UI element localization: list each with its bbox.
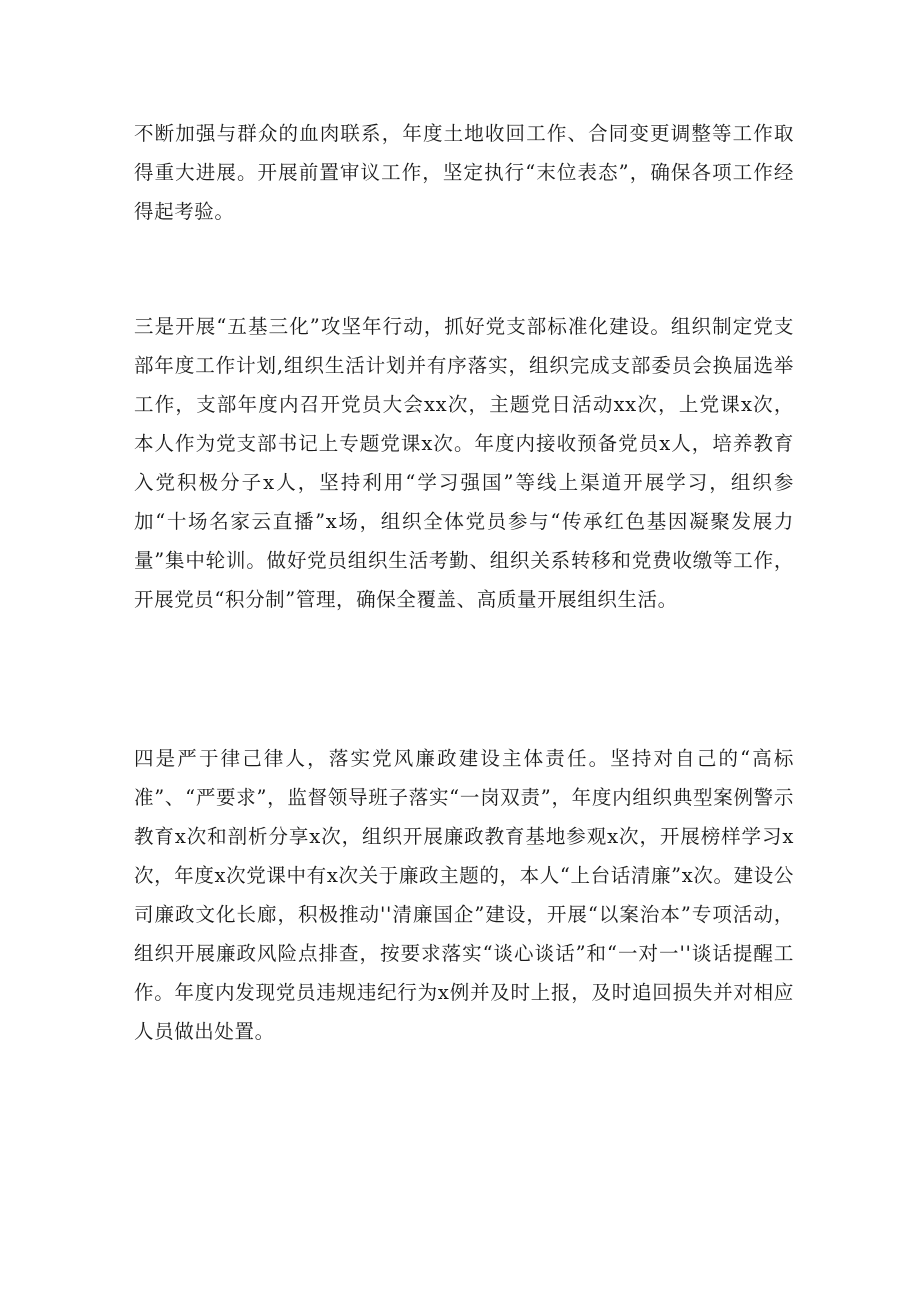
paragraph-land-and-review: 不断加强与群众的血肉联系，年度土地收回工作、合同变更调整等工作取得重大进展。开展前置审议工作，坚定执行“末位表态”，确保各项工作经得起考验。: [134, 122, 794, 223]
paragraph-party-branch-standardization: 三是开展“五基三化”攻坚年行动，抓好党支部标准化建设。组织制定党支部年度工作计划,组织生活计划并有序落实，组织完成支部委员会换届选举工作，支部年度内召开党员大会xx次，主题党日活动xx次，上党课x次，本人作为党支部书记上专题党课x次。年度内接收预备党员x人，培养教育入党积极分子x人，坚持利用“学习强国”等线上渠道开展学习，组织参加“十场名家云直播”x场，组织全体党员参与“传承红色基因凝聚发展力量”集中轮训。做好党员组织生活考勤、组织关系转移和党费收缴等工作，开展党员“积分制”管理，确保全覆盖、高质量开展组织生活。: [134, 315, 794, 611]
paragraph-integrity-responsibility: 四是严于律己律人，落实党风廉政建设主体责任。坚持对自己的“高标准”、“严要求”，监督领导班子落实“一岗双责”，年度内组织典型案例警示教育x次和剖析分享x次，组织开展廉政教育基地参观x次，开展榜样学习x次，年度x次党课中有x次关于廉政主题的，本人“上台话清廉”x次。建设公司廉政文化长廊，积极推动''清廉国企”建设，开展“以案治本”专项活动，组织开展廉政风险点排查，按要求落实“谈心谈话”和“一对一''谈话提醒工作。年度内发现党员违规违纪行为x例并及时上报，及时追回损失并对相应人员做出处置。: [134, 747, 794, 1043]
